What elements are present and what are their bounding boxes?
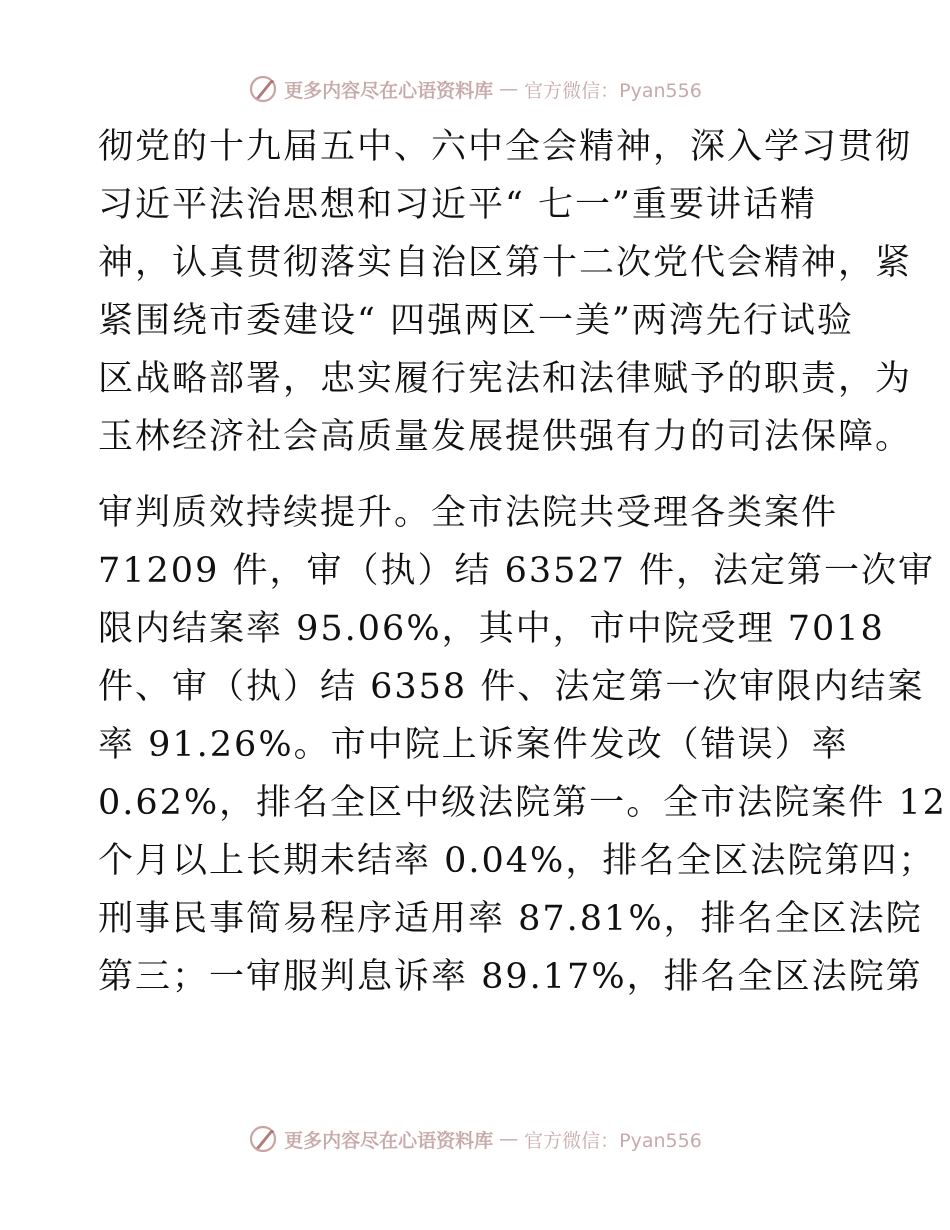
text-line: 71209 件，审（执）结 63527 件，法定第一次审 — [98, 551, 936, 591]
watermark-separator: — — [499, 78, 519, 100]
text-line: 紧围绕市委建设“ 四强两区一美”两湾先行试验 — [98, 301, 854, 341]
paragraph-2 — [98, 484, 947, 1006]
paragraph-1 — [98, 118, 913, 466]
feather-pen-icon — [248, 74, 278, 104]
text-line: 神，认真贯彻落实自治区第十二次党代会精神，紧 — [98, 243, 913, 283]
text-line: 0.62%，排名全区中级法院第一。全市法院案件 12 — [98, 783, 947, 823]
text-line: 率 91.26%。市中院上诉案件发改（错误）率 — [98, 725, 849, 765]
watermark-separator: — — [499, 1128, 519, 1150]
text-line: 件、审（执）结 6358 件、法定第一次审限内结案 — [98, 667, 925, 707]
text-line: 审判质效持续提升。全市法院共受理各类案件 — [98, 493, 839, 533]
feather-pen-icon — [248, 1124, 278, 1154]
text-line: 刑事民事简易程序适用率 87.81%，排名全区法院 — [98, 899, 923, 939]
text-line: 第三；一审服判息诉率 89.17%，排名全区法院第 — [98, 957, 923, 997]
watermark-text: 更多内容尽在心语资料库 — [284, 79, 494, 102]
header-watermark — [0, 74, 950, 104]
watermark-contact: 官方微信：Pyan556 — [524, 1129, 702, 1152]
text-line: 习近平法治思想和习近平“ 七一”重要讲话精 — [98, 185, 817, 225]
watermark-text: 更多内容尽在心语资料库 — [284, 1129, 494, 1152]
text-line: 彻党的十九届五中、六中全会精神，深入学习贯彻 — [98, 127, 913, 167]
text-line: 限内结案率 95.06%，其中，市中院受理 7018 — [98, 609, 885, 649]
text-line: 区战略部署，忠实履行宪法和法律赋予的职责，为 — [98, 359, 913, 399]
footer-watermark — [0, 1124, 950, 1154]
text-line: 个月以上长期未结率 0.04%，排名全区法院第四； — [98, 841, 936, 881]
watermark-contact: 官方微信：Pyan556 — [524, 79, 702, 102]
text-line: 玉林经济社会高质量发展提供强有力的司法保障。 — [98, 417, 913, 457]
